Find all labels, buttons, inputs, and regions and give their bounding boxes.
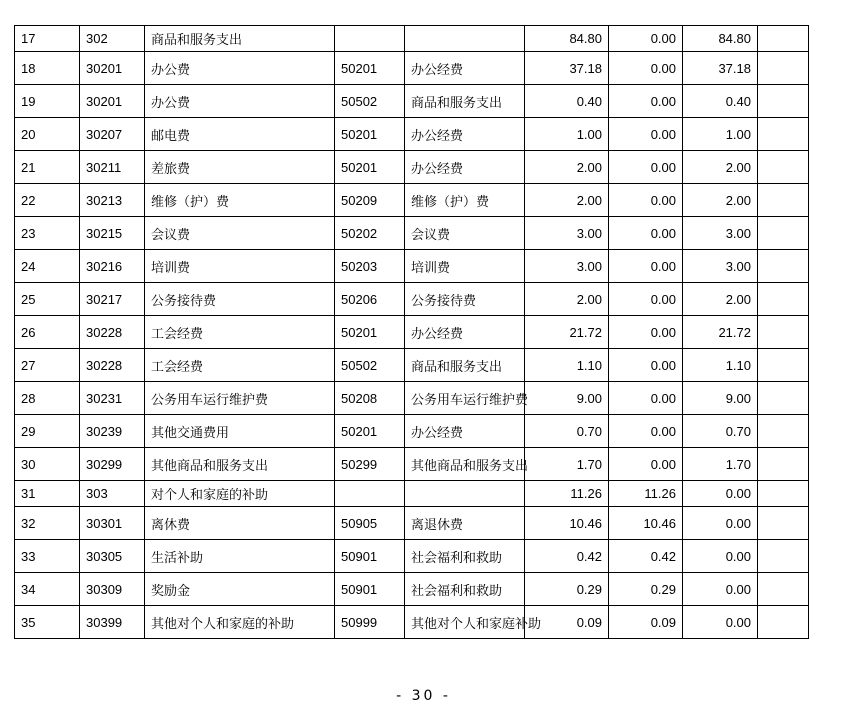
gov-code-cell: 50201 bbox=[335, 316, 405, 349]
basic-amount-cell: 0.42 bbox=[609, 540, 683, 573]
econ-code-cell: 302 bbox=[80, 26, 145, 52]
basic-amount-cell: 0.00 bbox=[609, 283, 683, 316]
table-row bbox=[15, 250, 809, 283]
table-row bbox=[15, 52, 809, 85]
blank-cell bbox=[758, 540, 809, 573]
blank-cell bbox=[758, 217, 809, 250]
table-row bbox=[15, 382, 809, 415]
project-amount-cell: 1.00 bbox=[683, 118, 758, 151]
row-number-cell: 17 bbox=[15, 26, 80, 52]
project-amount-cell: 2.00 bbox=[683, 283, 758, 316]
page-number: - 30 - bbox=[396, 688, 451, 704]
table-row bbox=[15, 415, 809, 448]
gov-code-cell: 50209 bbox=[335, 184, 405, 217]
gov-code-cell: 50502 bbox=[335, 349, 405, 382]
econ-code-cell: 30299 bbox=[80, 448, 145, 481]
blank-cell bbox=[758, 481, 809, 507]
econ-name-cell: 邮电费 bbox=[145, 118, 335, 151]
basic-amount-cell: 0.00 bbox=[609, 382, 683, 415]
row-number-cell: 24 bbox=[15, 250, 80, 283]
econ-code-cell: 30305 bbox=[80, 540, 145, 573]
project-amount-cell: 1.70 bbox=[683, 448, 758, 481]
econ-name-cell: 其他对个人和家庭的补助 bbox=[145, 606, 335, 639]
gov-name-cell: 办公经费 bbox=[405, 118, 525, 151]
total-amount-cell: 1.00 bbox=[525, 118, 609, 151]
econ-code-cell: 30228 bbox=[80, 349, 145, 382]
econ-name-cell: 工会经费 bbox=[145, 349, 335, 382]
blank-cell bbox=[758, 448, 809, 481]
row-number-cell: 30 bbox=[15, 448, 80, 481]
total-amount-cell: 10.46 bbox=[525, 507, 609, 540]
project-amount-cell: 1.10 bbox=[683, 349, 758, 382]
project-amount-cell: 0.40 bbox=[683, 85, 758, 118]
econ-name-cell: 其他交通费用 bbox=[145, 415, 335, 448]
basic-amount-cell: 0.00 bbox=[609, 151, 683, 184]
econ-code-cell: 30399 bbox=[80, 606, 145, 639]
gov-name-cell bbox=[405, 481, 525, 507]
table-row bbox=[15, 481, 809, 507]
blank-cell bbox=[758, 250, 809, 283]
gov-code-cell: 50901 bbox=[335, 573, 405, 606]
total-amount-cell: 37.18 bbox=[525, 52, 609, 85]
gov-name-cell: 办公经费 bbox=[405, 415, 525, 448]
gov-name-cell: 离退休费 bbox=[405, 507, 525, 540]
gov-code-cell: 50206 bbox=[335, 283, 405, 316]
econ-code-cell: 30231 bbox=[80, 382, 145, 415]
table-row bbox=[15, 349, 809, 382]
gov-code-cell: 50201 bbox=[335, 151, 405, 184]
gov-name-cell: 会议费 bbox=[405, 217, 525, 250]
project-amount-cell: 9.00 bbox=[683, 382, 758, 415]
gov-name-cell: 公务用车运行维护费 bbox=[405, 382, 525, 415]
gov-name-cell: 其他商品和服务支出 bbox=[405, 448, 525, 481]
budget-expenditure-table bbox=[14, 25, 809, 639]
gov-name-cell: 商品和服务支出 bbox=[405, 349, 525, 382]
blank-cell bbox=[758, 349, 809, 382]
basic-amount-cell: 10.46 bbox=[609, 507, 683, 540]
row-number-cell: 23 bbox=[15, 217, 80, 250]
project-amount-cell: 0.00 bbox=[683, 481, 758, 507]
basic-amount-cell: 0.00 bbox=[609, 316, 683, 349]
econ-name-cell: 公务接待费 bbox=[145, 283, 335, 316]
econ-name-cell: 办公费 bbox=[145, 85, 335, 118]
project-amount-cell: 37.18 bbox=[683, 52, 758, 85]
gov-name-cell bbox=[405, 26, 525, 52]
econ-name-cell: 对个人和家庭的补助 bbox=[145, 481, 335, 507]
project-amount-cell: 2.00 bbox=[683, 151, 758, 184]
gov-name-cell: 社会福利和救助 bbox=[405, 540, 525, 573]
basic-amount-cell: 0.09 bbox=[609, 606, 683, 639]
econ-name-cell: 其他商品和服务支出 bbox=[145, 448, 335, 481]
table-row bbox=[15, 85, 809, 118]
gov-name-cell: 办公经费 bbox=[405, 151, 525, 184]
project-amount-cell: 2.00 bbox=[683, 184, 758, 217]
gov-name-cell: 办公经费 bbox=[405, 316, 525, 349]
blank-cell bbox=[758, 26, 809, 52]
blank-cell bbox=[758, 382, 809, 415]
blank-cell bbox=[758, 606, 809, 639]
basic-amount-cell: 11.26 bbox=[609, 481, 683, 507]
row-number-cell: 32 bbox=[15, 507, 80, 540]
gov-code-cell: 50201 bbox=[335, 118, 405, 151]
row-number-cell: 20 bbox=[15, 118, 80, 151]
project-amount-cell: 0.70 bbox=[683, 415, 758, 448]
basic-amount-cell: 0.00 bbox=[609, 85, 683, 118]
total-amount-cell: 21.72 bbox=[525, 316, 609, 349]
basic-amount-cell: 0.00 bbox=[609, 415, 683, 448]
blank-cell bbox=[758, 507, 809, 540]
econ-name-cell: 维修（护）费 bbox=[145, 184, 335, 217]
project-amount-cell: 84.80 bbox=[683, 26, 758, 52]
blank-cell bbox=[758, 283, 809, 316]
econ-code-cell: 30207 bbox=[80, 118, 145, 151]
econ-code-cell: 30309 bbox=[80, 573, 145, 606]
row-number-cell: 33 bbox=[15, 540, 80, 573]
econ-name-cell: 工会经费 bbox=[145, 316, 335, 349]
project-amount-cell: 0.00 bbox=[683, 540, 758, 573]
total-amount-cell: 0.70 bbox=[525, 415, 609, 448]
total-amount-cell: 1.70 bbox=[525, 448, 609, 481]
project-amount-cell: 0.00 bbox=[683, 507, 758, 540]
gov-name-cell: 其他对个人和家庭补助 bbox=[405, 606, 525, 639]
gov-name-cell: 维修（护）费 bbox=[405, 184, 525, 217]
row-number-cell: 21 bbox=[15, 151, 80, 184]
blank-cell bbox=[758, 52, 809, 85]
table-row bbox=[15, 540, 809, 573]
blank-cell bbox=[758, 316, 809, 349]
total-amount-cell: 11.26 bbox=[525, 481, 609, 507]
econ-name-cell: 生活补助 bbox=[145, 540, 335, 573]
row-number-cell: 25 bbox=[15, 283, 80, 316]
table-row bbox=[15, 573, 809, 606]
basic-amount-cell: 0.00 bbox=[609, 26, 683, 52]
basic-amount-cell: 0.00 bbox=[609, 118, 683, 151]
gov-name-cell: 办公经费 bbox=[405, 52, 525, 85]
econ-code-cell: 30215 bbox=[80, 217, 145, 250]
total-amount-cell: 84.80 bbox=[525, 26, 609, 52]
blank-cell bbox=[758, 573, 809, 606]
table-row bbox=[15, 507, 809, 540]
row-number-cell: 27 bbox=[15, 349, 80, 382]
project-amount-cell: 3.00 bbox=[683, 217, 758, 250]
row-number-cell: 22 bbox=[15, 184, 80, 217]
blank-cell bbox=[758, 118, 809, 151]
gov-name-cell: 公务接待费 bbox=[405, 283, 525, 316]
total-amount-cell: 2.00 bbox=[525, 184, 609, 217]
econ-code-cell: 30239 bbox=[80, 415, 145, 448]
econ-code-cell: 303 bbox=[80, 481, 145, 507]
total-amount-cell: 3.00 bbox=[525, 217, 609, 250]
econ-name-cell: 奖励金 bbox=[145, 573, 335, 606]
table-row bbox=[15, 316, 809, 349]
total-amount-cell: 0.42 bbox=[525, 540, 609, 573]
gov-code-cell bbox=[335, 481, 405, 507]
table-row bbox=[15, 118, 809, 151]
econ-name-cell: 差旅费 bbox=[145, 151, 335, 184]
total-amount-cell: 0.40 bbox=[525, 85, 609, 118]
gov-code-cell: 50201 bbox=[335, 415, 405, 448]
row-number-cell: 19 bbox=[15, 85, 80, 118]
basic-amount-cell: 0.00 bbox=[609, 184, 683, 217]
table-row bbox=[15, 26, 809, 52]
row-number-cell: 34 bbox=[15, 573, 80, 606]
row-number-cell: 26 bbox=[15, 316, 80, 349]
gov-code-cell: 50208 bbox=[335, 382, 405, 415]
econ-code-cell: 30201 bbox=[80, 52, 145, 85]
econ-code-cell: 30301 bbox=[80, 507, 145, 540]
gov-code-cell bbox=[335, 26, 405, 52]
basic-amount-cell: 0.00 bbox=[609, 217, 683, 250]
econ-name-cell: 商品和服务支出 bbox=[145, 26, 335, 52]
econ-name-cell: 会议费 bbox=[145, 217, 335, 250]
econ-code-cell: 30228 bbox=[80, 316, 145, 349]
total-amount-cell: 2.00 bbox=[525, 283, 609, 316]
blank-cell bbox=[758, 184, 809, 217]
project-amount-cell: 21.72 bbox=[683, 316, 758, 349]
table-row bbox=[15, 283, 809, 316]
gov-code-cell: 50502 bbox=[335, 85, 405, 118]
econ-code-cell: 30217 bbox=[80, 283, 145, 316]
table-row bbox=[15, 217, 809, 250]
gov-code-cell: 50299 bbox=[335, 448, 405, 481]
table-body bbox=[15, 26, 809, 639]
econ-code-cell: 30201 bbox=[80, 85, 145, 118]
table-row bbox=[15, 151, 809, 184]
gov-name-cell: 社会福利和救助 bbox=[405, 573, 525, 606]
econ-name-cell: 公务用车运行维护费 bbox=[145, 382, 335, 415]
row-number-cell: 35 bbox=[15, 606, 80, 639]
row-number-cell: 29 bbox=[15, 415, 80, 448]
gov-code-cell: 50202 bbox=[335, 217, 405, 250]
blank-cell bbox=[758, 415, 809, 448]
gov-code-cell: 50905 bbox=[335, 507, 405, 540]
econ-name-cell: 培训费 bbox=[145, 250, 335, 283]
total-amount-cell: 9.00 bbox=[525, 382, 609, 415]
table-row bbox=[15, 606, 809, 639]
econ-code-cell: 30216 bbox=[80, 250, 145, 283]
row-number-cell: 31 bbox=[15, 481, 80, 507]
table-row bbox=[15, 448, 809, 481]
blank-cell bbox=[758, 151, 809, 184]
gov-code-cell: 50203 bbox=[335, 250, 405, 283]
project-amount-cell: 0.00 bbox=[683, 606, 758, 639]
total-amount-cell: 2.00 bbox=[525, 151, 609, 184]
total-amount-cell: 0.09 bbox=[525, 606, 609, 639]
gov-name-cell: 培训费 bbox=[405, 250, 525, 283]
row-number-cell: 28 bbox=[15, 382, 80, 415]
table-row bbox=[15, 184, 809, 217]
gov-name-cell: 商品和服务支出 bbox=[405, 85, 525, 118]
blank-cell bbox=[758, 85, 809, 118]
econ-code-cell: 30213 bbox=[80, 184, 145, 217]
econ-name-cell: 离休费 bbox=[145, 507, 335, 540]
basic-amount-cell: 0.29 bbox=[609, 573, 683, 606]
gov-code-cell: 50901 bbox=[335, 540, 405, 573]
econ-name-cell: 办公费 bbox=[145, 52, 335, 85]
basic-amount-cell: 0.00 bbox=[609, 250, 683, 283]
total-amount-cell: 3.00 bbox=[525, 250, 609, 283]
econ-code-cell: 30211 bbox=[80, 151, 145, 184]
project-amount-cell: 0.00 bbox=[683, 573, 758, 606]
gov-code-cell: 50999 bbox=[335, 606, 405, 639]
basic-amount-cell: 0.00 bbox=[609, 349, 683, 382]
basic-amount-cell: 0.00 bbox=[609, 52, 683, 85]
total-amount-cell: 1.10 bbox=[525, 349, 609, 382]
basic-amount-cell: 0.00 bbox=[609, 448, 683, 481]
total-amount-cell: 0.29 bbox=[525, 573, 609, 606]
row-number-cell: 18 bbox=[15, 52, 80, 85]
gov-code-cell: 50201 bbox=[335, 52, 405, 85]
project-amount-cell: 3.00 bbox=[683, 250, 758, 283]
